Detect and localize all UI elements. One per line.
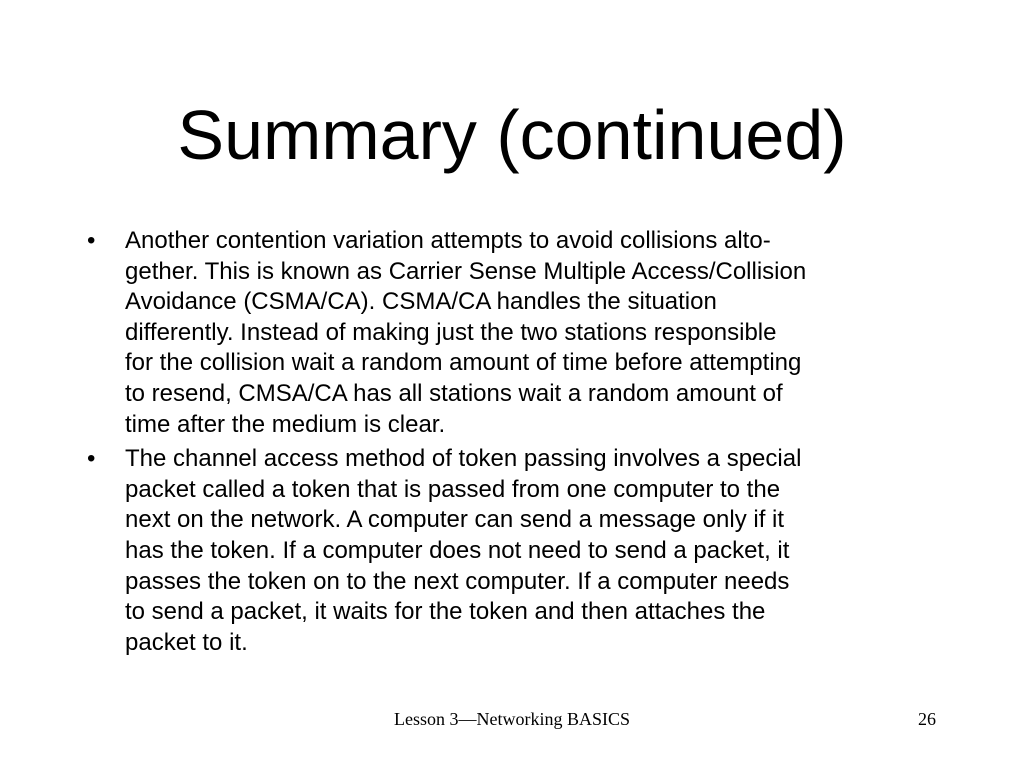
bullet-line: has the token. If a computer does not need to send a packet, it	[125, 536, 790, 564]
footer-lesson: Lesson 3—Networking BASICS	[393, 709, 630, 729]
bullet-glyph: •	[87, 445, 96, 473]
bullet-item	[87, 444, 937, 658]
bullet-line: The channel access method of token passing involves a special	[125, 445, 802, 473]
bullet-line: Another contention variation attempts to avoid collisions alto-	[125, 227, 771, 254]
bullet-line: gether. This is known as Carrier Sense Multiple Access/Collision	[125, 257, 807, 285]
page-number: 26	[918, 709, 936, 729]
bullet-line: differently. Instead of making just the two stations responsible	[125, 318, 777, 346]
bullet-list	[87, 226, 937, 662]
slide-title: Summary (continued)	[177, 96, 847, 174]
bullet-line: to resend, CMSA/CA has all stations wait a random amount of	[125, 379, 783, 407]
bullet-line: packet called a token that is passed from one computer to the	[125, 475, 781, 503]
bullet-line: for the collision wait a random amount of time before attempting	[125, 349, 802, 377]
bullet-text	[125, 444, 937, 658]
bullet-text	[125, 226, 937, 440]
bullet-line: Avoidance (CSMA/CA). CSMA/CA handles the situation	[125, 288, 717, 316]
bullet-line: packet to it.	[125, 628, 248, 656]
bullet-line: passes the token on to the next computer. If a computer needs	[125, 567, 790, 595]
bullet-line: to send a packet, it waits for the token and then attaches the	[125, 598, 766, 626]
bullet-glyph: •	[87, 227, 96, 254]
bullet-line: next on the network. A computer can send a message only if it	[125, 506, 785, 534]
bullet-line: time after the medium is clear.	[125, 410, 446, 438]
bullet-item	[87, 226, 937, 440]
